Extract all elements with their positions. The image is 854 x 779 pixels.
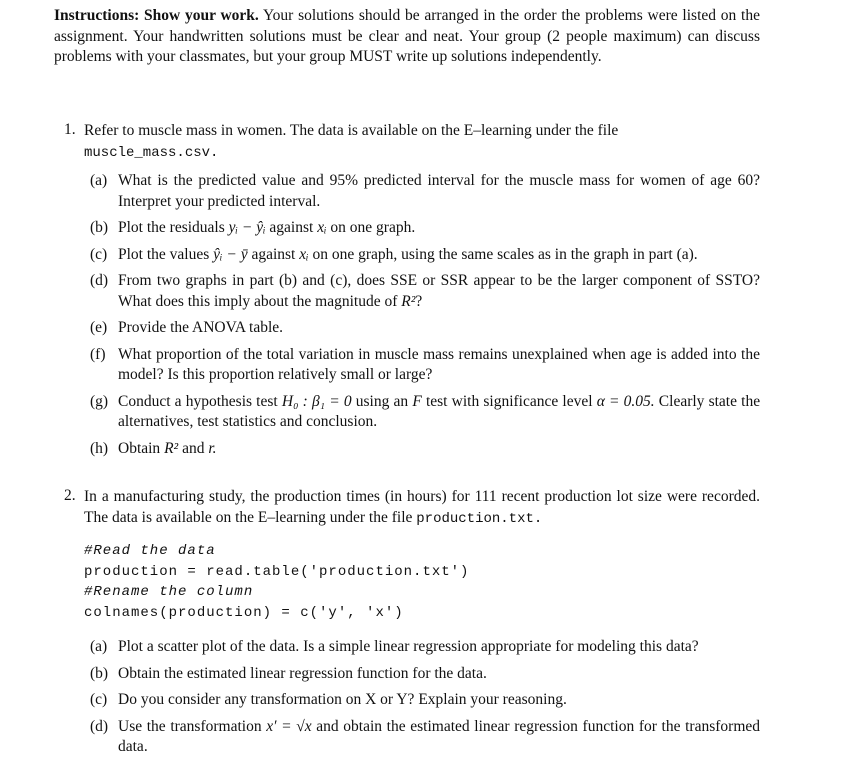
problem-intro [84, 121, 760, 163]
part-list [84, 171, 760, 459]
part-text: Do you consider any transformation on X or Y? Explain your reasoning. [118, 691, 567, 708]
math-expression: x′ = √x [266, 717, 312, 735]
part-b [84, 664, 760, 685]
part-label: (g) [90, 392, 109, 410]
part-d [84, 271, 760, 312]
math-expression: yᵢ − ŷᵢ [228, 219, 266, 236]
part-label: (h) [90, 439, 109, 457]
part-text: against [251, 245, 296, 263]
part-f [84, 345, 760, 386]
problem-number: 1. [64, 121, 76, 138]
code-line: colnames(production) = c('y', 'x') [84, 604, 404, 621]
code-block [84, 541, 760, 623]
part-text: test with significance level [425, 392, 593, 410]
part-text: What is the predicted value and 95% predicted interval for the muscle mass for women of age 60? Interpret your predicted interval. [118, 172, 760, 210]
part-label: (b) [90, 219, 109, 236]
problem-1 [54, 121, 760, 465]
instructions-text: Your solutions should be arranged in the order the problems were listed on the assignment. Your handwritten solutions must be clear and neat. Your group (2 people maximum) can discuss problems with your classmates, but your group MUST write up solutions independently. [54, 7, 760, 65]
math-expression: ŷᵢ − ȳ [213, 245, 248, 263]
part-c [84, 245, 760, 266]
part-text: ? [415, 292, 423, 310]
part-text: Use the transformation [118, 717, 262, 735]
math-expression: xᵢ [317, 219, 327, 236]
part-label: (c) [90, 245, 108, 263]
part-e [84, 318, 760, 339]
part-text: Conduct a hypothesis test [118, 392, 278, 410]
math-expression: R² [164, 439, 179, 457]
part-g [84, 392, 760, 433]
part-label: (d) [90, 272, 109, 289]
instructions-lead: Instructions: Show your work. [54, 7, 259, 24]
part-b [84, 218, 760, 239]
math-expression: r. [208, 439, 217, 457]
file-name: production.txt. [416, 510, 543, 527]
problem-number: 2. [64, 487, 76, 504]
part-c [84, 690, 760, 711]
part-text: Obtain the estimated linear regression function for the data. [118, 664, 487, 682]
instructions-paragraph [54, 6, 760, 68]
file-name: muscle_mass.csv. [84, 144, 219, 161]
part-text: Provide the ANOVA table. [118, 319, 284, 336]
part-a [84, 171, 760, 212]
part-text: From two graphs in part (b) and (c), does SSE or SSR appear to be the larger component of SSTO? What does this imply about the magnitude of [118, 272, 760, 310]
part-label: (c) [90, 691, 108, 708]
part-text: and obtain the estimated linear regression function for the transformed data. [118, 717, 761, 755]
part-text: on one graph, using the same scales as in the graph in part (a). [312, 245, 698, 263]
math-expression: H₀ : β₁ = 0 [281, 392, 352, 410]
problem-intro [84, 487, 760, 529]
part-text: and [182, 439, 205, 457]
part-text: What proportion of the total variation in muscle mass remains unexplained when age is added into the model? Is this proportion relatively small or large? [118, 345, 760, 383]
part-text: Plot a scatter plot of the data. Is a simple linear regression appropriate for modeling this data? [118, 638, 699, 655]
problem-2 [54, 487, 760, 764]
problem-intro-text: In a manufacturing study, the production times (in hours) for 111 recent production lot size were recorded. The data is available on the E–learning under the file [84, 488, 760, 526]
part-a [84, 637, 760, 658]
part-text: Clearly state the alternatives, test statistics and conclusion. [118, 392, 761, 430]
part-text: against [269, 219, 314, 236]
code-line: production = read.table('production.txt') [84, 563, 470, 580]
math-expression: xᵢ [299, 245, 309, 263]
part-h [84, 439, 760, 460]
part-text: Obtain [118, 439, 161, 457]
part-d [84, 717, 760, 758]
part-label: (d) [90, 717, 109, 735]
part-text: using an [355, 392, 409, 410]
part-list [84, 637, 760, 758]
part-label: (e) [90, 319, 108, 336]
part-text: Plot the residuals [118, 219, 225, 236]
math-expression: α = 0.05. [596, 392, 655, 410]
part-label: (a) [90, 638, 108, 655]
problem-intro-text: Refer to muscle mass in women. The data is available on the E–learning under the file [84, 122, 619, 139]
math-expression: F [412, 392, 422, 410]
part-text: Plot the values [118, 245, 210, 263]
part-label: (a) [90, 172, 108, 189]
code-comment: #Rename the column [84, 584, 254, 600]
part-text: on one graph. [330, 219, 416, 236]
math-expression: R² [401, 292, 416, 310]
code-comment: #Read the data [84, 543, 216, 559]
part-label: (b) [90, 664, 109, 682]
part-label: (f) [90, 345, 106, 363]
